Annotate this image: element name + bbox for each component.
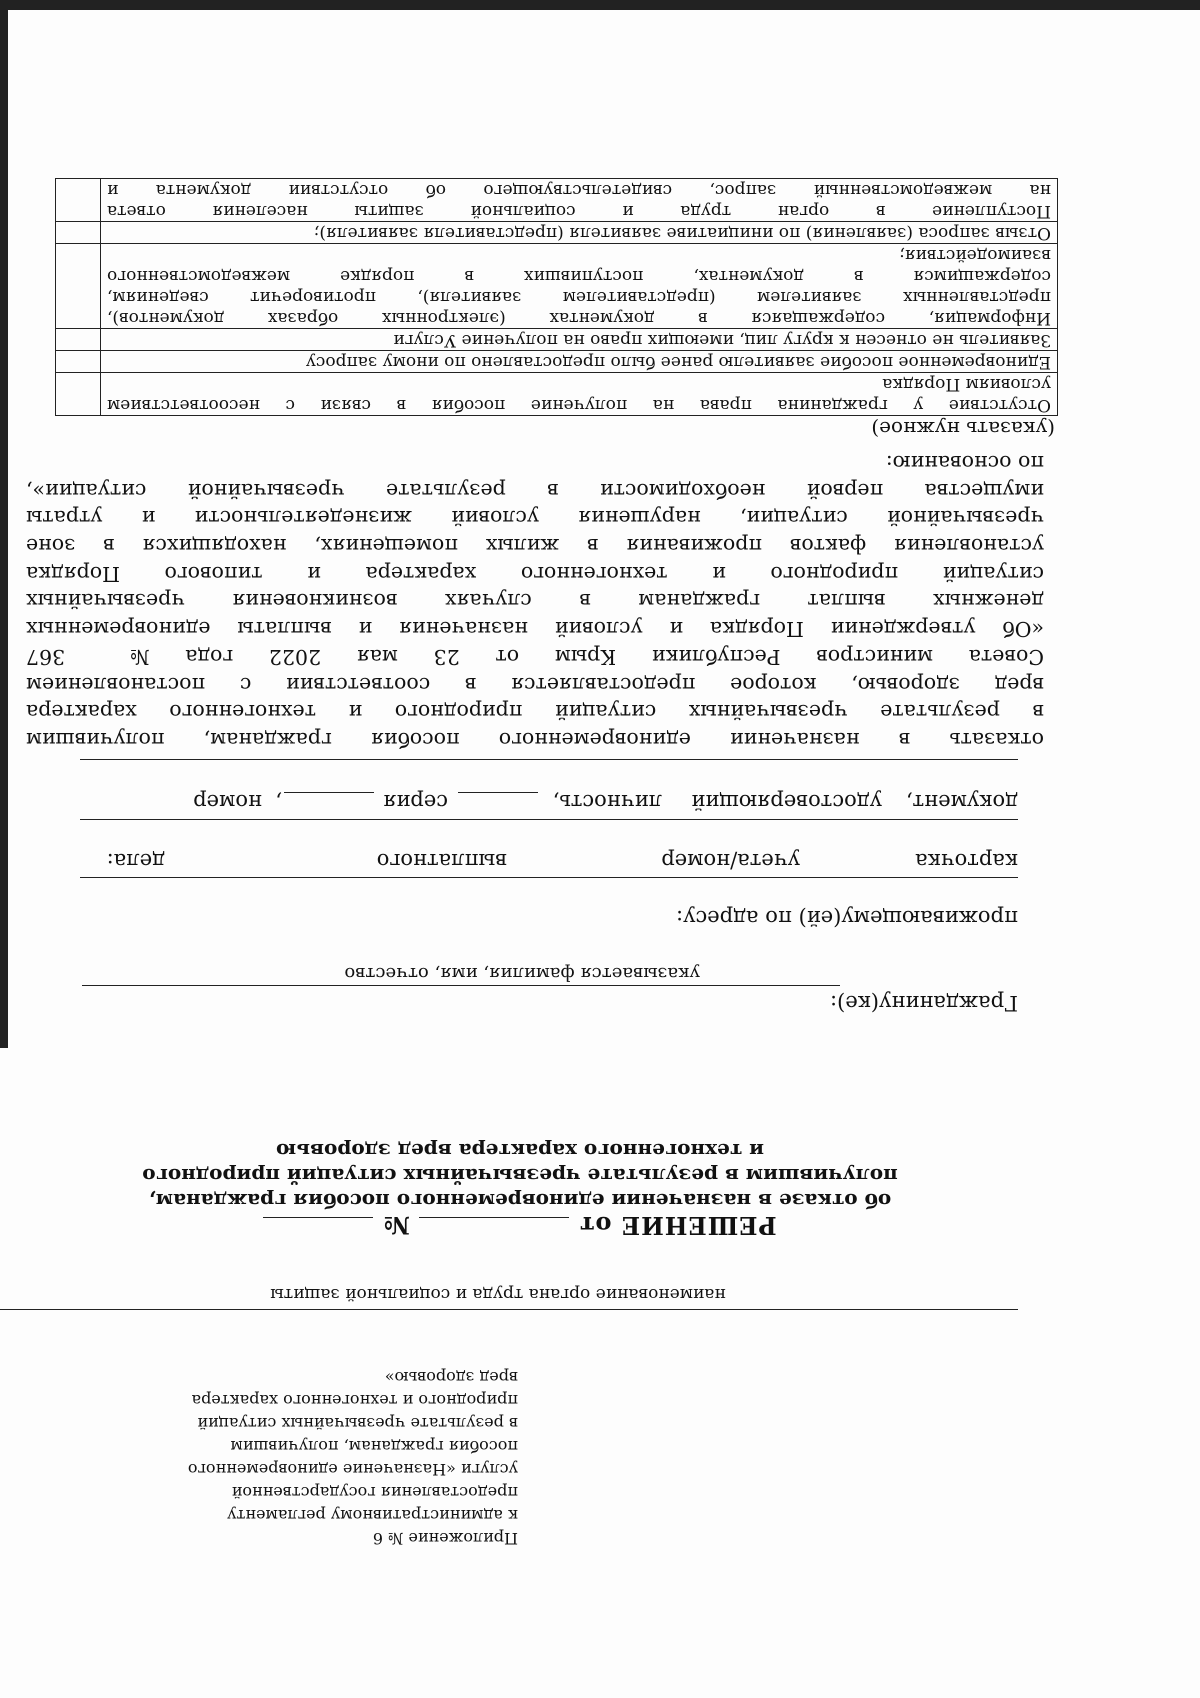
- appendix-line: предоставления государственной: [231, 1483, 518, 1502]
- decision-title: [80, 1138, 960, 1238]
- body-line: установления фактов проживания в жилых помещениях, находящихся в зоне: [26, 534, 1044, 559]
- reason-line: Отсутствие у гражданина права на получение пособия в связи с несоответствием: [107, 395, 1051, 415]
- reasons-table: [55, 178, 1058, 416]
- reason-line: Информация, содержащаяся в документах (электронных образах документов),: [107, 308, 1051, 328]
- scan-edge-left: [0, 0, 8, 1048]
- decision-heading: [80, 1213, 960, 1238]
- reason-checkbox[interactable]: [56, 351, 101, 373]
- appendix-line: природного и техногенного характера: [191, 1391, 518, 1410]
- reason-line: условиям Порядка: [882, 374, 1051, 394]
- reason-line: Заявитель не отнесен к кругу лиц, имеющих право на получение Услуги: [393, 330, 1051, 350]
- card-word: учета/номер: [661, 849, 800, 873]
- date-blank: [419, 1217, 569, 1218]
- decision-word: РЕШЕНИЕ: [620, 1211, 777, 1240]
- reason-line: на межведомственный запрос, свидетельствующего об отсутствии документа и: [107, 180, 1051, 200]
- reason-line: представленных заявителем (представителем заявителя), противоречит сведениям,: [107, 287, 1051, 307]
- doc-word: серия: [383, 790, 448, 814]
- number-blank: [263, 1217, 373, 1218]
- reason-line: Единовременное пособие заявителю ранее было предоставлено по иному запросу: [305, 352, 1051, 372]
- doc-word: документ,: [905, 790, 1018, 814]
- reason-text: [101, 329, 1058, 351]
- reason-row[interactable]: [56, 179, 1058, 222]
- reason-text: [101, 351, 1058, 373]
- decision-body: [26, 448, 1044, 753]
- indicate-note: (указать нужное): [871, 417, 1055, 441]
- body-line: отказать в назначении единовременного пособия гражданам, получившим: [26, 728, 1044, 752]
- body-line: ситуаций природного и техногенного характера и типового Порядка: [26, 561, 1044, 586]
- residing-label: проживающему(ей) по адресу:: [676, 906, 1018, 930]
- decision-subtitle-line: об отказе в назначении единовременного пособия гражданам,: [148, 1189, 892, 1213]
- appendix-line: в результате чрезвычайных ситуаций: [197, 1414, 518, 1433]
- decision-subtitle-line: получившим в результате чрезвычайных ситуаций природного: [142, 1164, 898, 1188]
- reason-text: [101, 244, 1058, 329]
- decision-subtitle-line: и техногенного характера вред здоровью: [276, 1139, 764, 1163]
- body-line: вред здоровью, которое предоставляется в соответствии с постановлением: [26, 672, 1044, 697]
- body-line: в результате чрезвычайных ситуаций природного и техногенного характера: [26, 700, 1044, 725]
- reason-row[interactable]: [56, 329, 1058, 351]
- appendix-note: [78, 1366, 518, 1550]
- doc-word: номер: [193, 790, 262, 814]
- reason-checkbox[interactable]: [56, 222, 101, 244]
- decision-number-sign: №: [382, 1211, 410, 1240]
- org-name-caption: наименование органа труда и социальной защиты: [270, 1284, 726, 1304]
- reason-line: взаимодействия;: [899, 245, 1051, 265]
- decision-from: от: [578, 1211, 612, 1240]
- doc-number-blank: [284, 792, 374, 793]
- body-line: по основанию:: [885, 450, 1044, 475]
- appendix-line: вред здоровью»: [384, 1368, 518, 1387]
- doc-word: ,: [275, 790, 282, 814]
- org-name-line: [0, 1309, 1018, 1310]
- card-line: [80, 819, 1018, 820]
- reason-checkbox[interactable]: [56, 373, 101, 416]
- body-line: «Об утверждении Порядка и условий назначения и выплаты единовременных: [26, 617, 1044, 642]
- reason-row[interactable]: [56, 351, 1058, 373]
- card-word: дела:: [106, 849, 165, 873]
- reason-line: содержащимся в документах, поступивших в порядке межведомственного: [107, 266, 1051, 286]
- citizen-label: Гражданину(ке):: [830, 991, 1018, 1015]
- body-line: чрезвычайной ситуации, нарушения условий жизнедеятельности и утраты: [26, 506, 1044, 531]
- reason-text: [101, 179, 1058, 222]
- reason-line: Поступление в орган труда и социальной защиты населения ответа: [107, 201, 1051, 221]
- body-line: Совета министров Республики Крым от 23 мая 2022 года № 367: [26, 644, 1044, 669]
- reason-text: [101, 222, 1058, 244]
- reason-text: [101, 373, 1058, 416]
- doc-line: [80, 759, 1018, 760]
- appendix-line: пособия гражданам, получившим: [230, 1437, 518, 1456]
- reason-checkbox[interactable]: [56, 244, 101, 329]
- appendix-line: Приложение № 6: [372, 1529, 518, 1548]
- body-line: денежных выплат гражданам в случаях возникновения чрезвычайных: [26, 589, 1044, 614]
- scan-edge-top: [0, 0, 1200, 10]
- card-word: выплатного: [376, 849, 507, 873]
- reason-line: Отзыв запроса (заявления) по инициативе заявителя (представителя заявителя);: [313, 223, 1051, 243]
- reason-row[interactable]: [56, 244, 1058, 329]
- citizen-name-line: [82, 985, 840, 986]
- citizen-caption: указывается фамилия, имя, отчество: [344, 963, 700, 984]
- doc-series-blank: [458, 792, 538, 793]
- card-word: карточка: [915, 849, 1018, 873]
- reason-checkbox[interactable]: [56, 329, 101, 351]
- appendix-line: услуги «Назначение единовременного: [187, 1460, 518, 1479]
- reason-row[interactable]: [56, 222, 1058, 244]
- appendix-line: к административному регламенту: [227, 1506, 518, 1525]
- body-line: имущества первой необходимости в результате чрезвычайной ситуации»,: [26, 478, 1044, 503]
- reason-row[interactable]: [56, 373, 1058, 416]
- reason-checkbox[interactable]: [56, 179, 101, 222]
- doc-word: личность,: [552, 790, 662, 814]
- doc-word: удостоверяющий: [691, 790, 882, 814]
- address-line: [80, 877, 1018, 878]
